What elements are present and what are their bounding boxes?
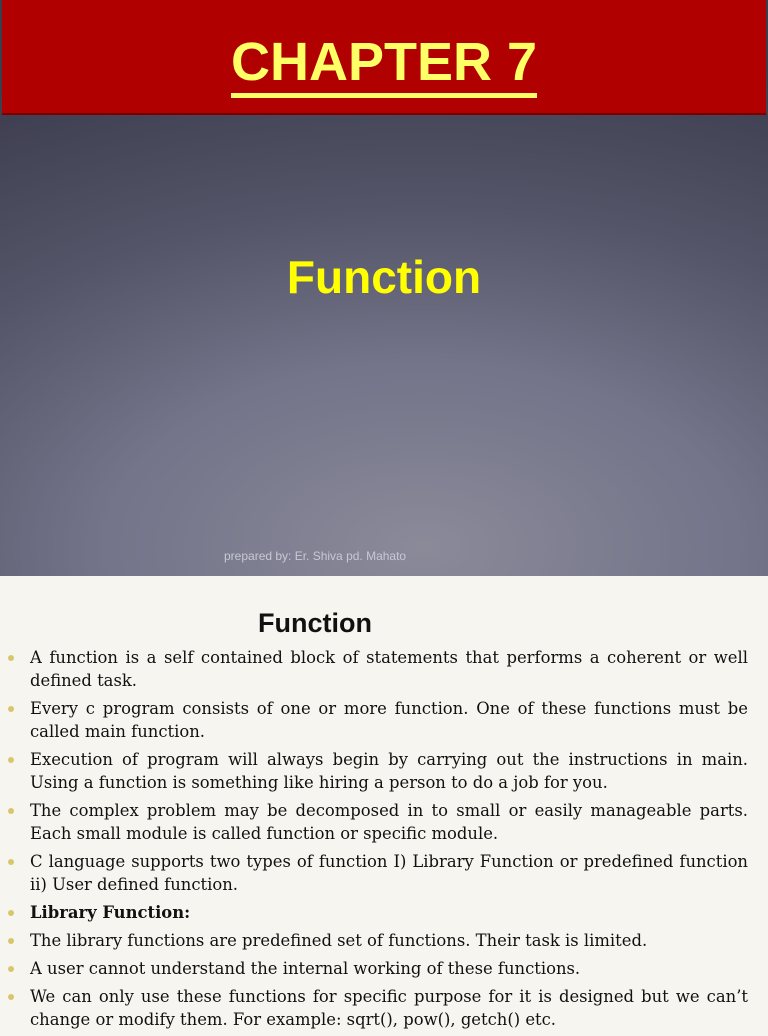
bullet-text: Execution of program will always begin by carrying out the instructions in main. Using a function is something like hiring a person to do a job for you. [30, 750, 748, 792]
bullet-item [0, 957, 768, 980]
author-credit: prepared by: Er. Shiva pd. Mahato [224, 549, 407, 563]
bullet-item [0, 985, 768, 1031]
bullet-dot-icon [8, 655, 14, 661]
bullet-text: Library Function: [30, 903, 191, 922]
bullet-text: We can only use these functions for specific purpose for it is designed but we can’t change or modify them. For example: sqrt(), pow(), getch() etc. [30, 987, 748, 1029]
bullet-dot-icon [8, 966, 14, 972]
bullet-text: C language supports two types of function I) Library Function or predefined function ii) User defined function. [30, 852, 748, 894]
bullet-item [0, 646, 768, 692]
bullet-text: A function is a self contained block of statements that performs a coherent or well defined task. [30, 648, 748, 690]
bullet-text: The complex problem may be decomposed in to small or easily manageable parts. Each small module is called function or specific module. [30, 801, 748, 843]
bullet-dot-icon [8, 757, 14, 763]
slide-subtitle: Function [286, 251, 482, 303]
slide-title: Function [258, 608, 372, 638]
bullet-dot-icon [8, 994, 14, 1000]
bullet-text: Every c program consists of one or more function. One of these functions must be called main function. [30, 699, 748, 741]
bullet-item [0, 748, 768, 794]
bullet-dot-icon [8, 938, 14, 944]
bullet-text: The library functions are predefined set of functions. Their task is limited. [30, 931, 648, 950]
bullet-dot-icon [8, 910, 14, 916]
bullet-item-heading [0, 901, 768, 924]
bullet-text: A user cannot understand the internal working of these functions. [30, 959, 581, 978]
bullet-item [0, 929, 768, 952]
bullet-item [0, 799, 768, 845]
chapter-title [2, 30, 766, 94]
content-slide [0, 576, 768, 1029]
bullet-dot-icon [8, 706, 14, 712]
bullet-item [0, 697, 768, 743]
bullet-dot-icon [8, 859, 14, 865]
bullet-dot-icon [8, 808, 14, 814]
bullet-list [0, 646, 768, 1036]
chapter-title-text: CHAPTER 7 [231, 32, 537, 98]
bullet-item [0, 850, 768, 896]
title-banner [2, 0, 766, 115]
